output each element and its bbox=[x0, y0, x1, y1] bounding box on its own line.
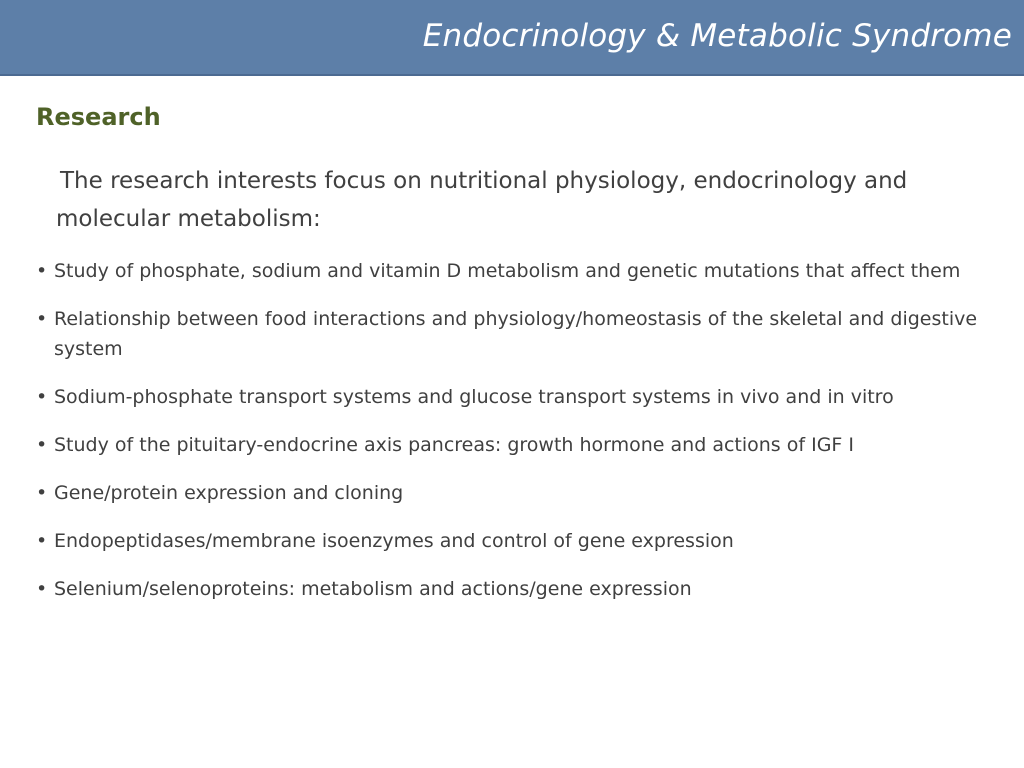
bullet-item bbox=[36, 430, 986, 460]
section-heading: Research bbox=[36, 103, 161, 131]
bullet-item bbox=[36, 256, 986, 286]
bullet-item bbox=[36, 526, 986, 556]
bullet-marker: • bbox=[36, 530, 48, 552]
bullet-marker: • bbox=[36, 578, 48, 600]
bullet-marker: • bbox=[36, 482, 48, 504]
bullet-marker: • bbox=[36, 260, 48, 282]
bullet-text: Study of the pituitary-endocrine axis pancreas: growth hormone and actions of IGF I bbox=[54, 434, 854, 456]
bullet-text: Study of phosphate, sodium and vitamin D metabolism and genetic mutations that affect them bbox=[54, 260, 961, 282]
header-bar bbox=[0, 0, 1024, 76]
bullet-marker: • bbox=[36, 434, 48, 456]
intro-paragraph: The research interests focus on nutritional physiology, endocrinology and molecular metabolism: bbox=[56, 168, 908, 232]
bullet-text: Endopeptidases/membrane isoenzymes and control of gene expression bbox=[54, 530, 734, 552]
bullet-text: Gene/protein expression and cloning bbox=[54, 482, 404, 504]
bullet-item bbox=[36, 478, 986, 508]
bullet-text: Sodium-phosphate transport systems and glucose transport systems in vivo and in vitro bbox=[54, 386, 894, 408]
bullet-item bbox=[36, 304, 986, 364]
bullet-item bbox=[36, 574, 986, 604]
bullet-list bbox=[36, 256, 986, 622]
bullet-item bbox=[36, 382, 986, 412]
bullet-marker: • bbox=[36, 386, 48, 408]
slide-title: Endocrinology & Metabolic Syndrome bbox=[422, 18, 1012, 54]
bullet-text: Relationship between food interactions and physiology/homeostasis of the skeletal and digestive system bbox=[54, 308, 978, 360]
bullet-marker: • bbox=[36, 308, 48, 330]
bullet-text: Selenium/selenoproteins: metabolism and actions/gene expression bbox=[54, 578, 692, 600]
